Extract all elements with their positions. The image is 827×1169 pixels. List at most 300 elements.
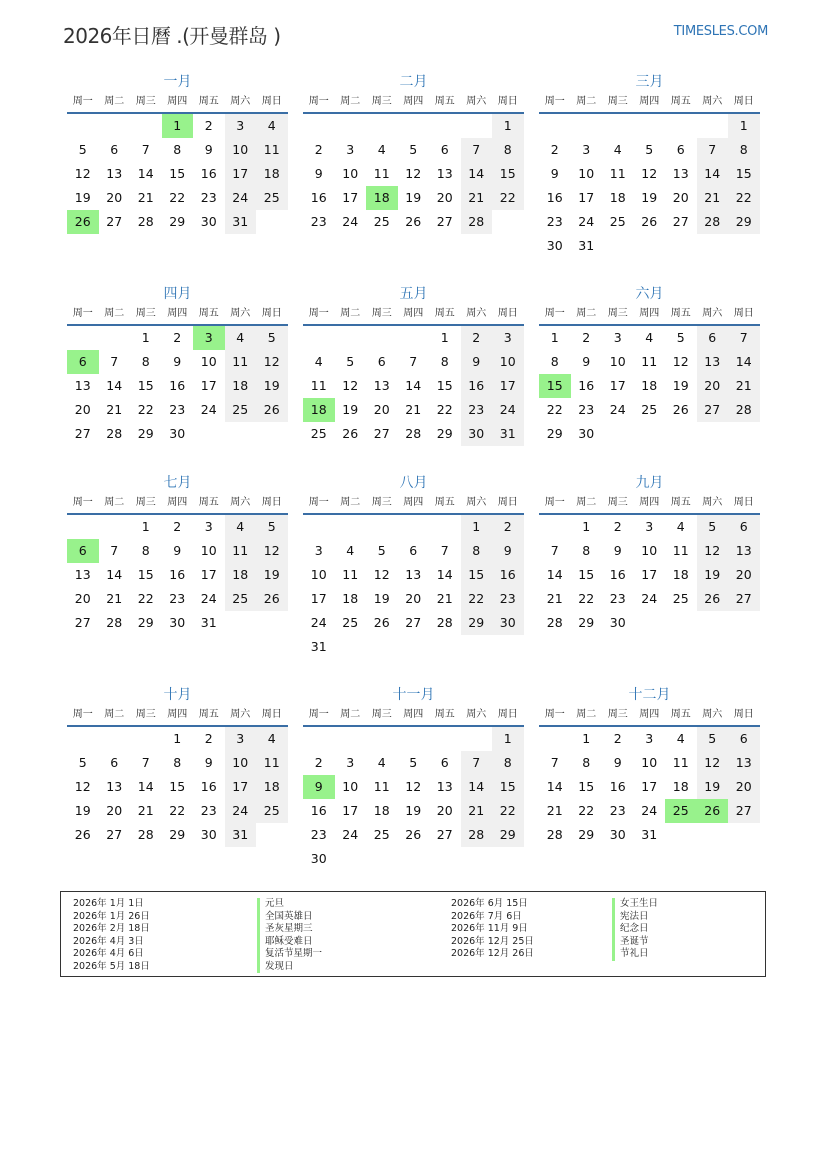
day-cell: 2 — [613, 519, 622, 534]
day-cell: 20 — [436, 803, 453, 818]
holiday-name: 节礼日 — [612, 948, 658, 961]
weekday-label: 周六 — [466, 709, 487, 720]
day-cell: 6 — [697, 326, 729, 350]
day-cell: 27 — [373, 426, 390, 441]
day-cell: 8 — [461, 539, 493, 563]
weekday-label: 周一 — [544, 497, 565, 508]
day-cell: 10 — [342, 779, 359, 794]
day-cell: 29 — [137, 615, 154, 630]
week-row — [539, 186, 760, 210]
empty-cell — [335, 326, 367, 350]
week-row — [67, 422, 288, 446]
day-cell: 19 — [256, 563, 288, 587]
weekday-label: 周六 — [466, 308, 487, 319]
weekday-label: 周一 — [72, 709, 93, 720]
day-grid — [67, 727, 288, 847]
day-cell: 13 — [106, 779, 123, 794]
day-cell: 19 — [74, 190, 91, 205]
day-cell: 9 — [492, 539, 524, 563]
day-cell: 22 — [728, 186, 760, 210]
day-cell: 17 — [342, 190, 359, 205]
weekday-label: 周三 — [371, 96, 392, 107]
week-row — [67, 563, 288, 587]
day-cell: 7 — [550, 543, 559, 558]
day-cell: 30 — [609, 615, 626, 630]
day-cell: 31 — [310, 639, 327, 654]
weekday-header — [539, 493, 760, 515]
day-cell: 17 — [310, 591, 327, 606]
day-cell: 1 — [492, 727, 524, 751]
day-cell: 22 — [492, 186, 524, 210]
day-cell: 18 — [256, 162, 288, 186]
month-block — [67, 284, 288, 446]
week-row — [539, 611, 760, 635]
weekday-header — [539, 705, 760, 727]
empty-cell — [571, 114, 603, 138]
week-row — [67, 326, 288, 350]
weekday-header — [67, 304, 288, 326]
day-cell: 17 — [641, 779, 658, 794]
day-cell: 23 — [310, 827, 327, 842]
weekday-label: 周六 — [702, 497, 723, 508]
day-cell: 5 — [676, 330, 685, 345]
day-cell: 27 — [728, 587, 760, 611]
weekday-label: 周五 — [434, 709, 455, 720]
day-cell: 21 — [728, 374, 760, 398]
day-cell: 4 — [377, 142, 386, 157]
day-cell: 1 — [461, 515, 493, 539]
day-cell: 18 — [225, 563, 257, 587]
empty-cell — [130, 114, 162, 138]
day-cell: 28 — [106, 615, 123, 630]
day-grid — [539, 114, 760, 258]
day-cell: 14 — [461, 775, 493, 799]
weekday-label: 周一 — [544, 709, 565, 720]
day-cell: 7 — [461, 751, 493, 775]
day-cell: 12 — [405, 166, 422, 181]
day-cell: 20 — [74, 591, 91, 606]
day-cell: 21 — [697, 186, 729, 210]
weekday-header — [303, 705, 524, 727]
day-cell: 23 — [492, 587, 524, 611]
holiday-legend — [60, 891, 766, 977]
empty-cell — [335, 635, 367, 659]
day-cell: 15 — [539, 374, 571, 398]
holiday-name: 耶稣受难日 — [257, 936, 322, 949]
empty-cell — [335, 515, 367, 539]
empty-cell — [697, 114, 729, 138]
weekday-label: 周五 — [434, 308, 455, 319]
day-cell: 7 — [440, 543, 449, 558]
week-row — [67, 823, 288, 847]
weekday-label: 周二 — [576, 497, 597, 508]
weekday-label: 周日 — [261, 308, 282, 319]
week-row — [303, 611, 524, 635]
day-cell: 15 — [436, 378, 453, 393]
weekday-header — [303, 304, 524, 326]
day-cell: 18 — [609, 190, 626, 205]
weekday-label: 周六 — [230, 709, 251, 720]
day-cell: 4 — [225, 515, 257, 539]
week-row — [539, 138, 760, 162]
day-cell: 3 — [314, 543, 323, 558]
weekday-label: 周一 — [308, 96, 329, 107]
week-row — [67, 751, 288, 775]
empty-cell — [303, 114, 335, 138]
day-cell: 4 — [314, 354, 323, 369]
day-cell: 13 — [436, 166, 453, 181]
day-cell: 5 — [697, 727, 729, 751]
week-row — [303, 186, 524, 210]
day-cell: 18 — [373, 803, 390, 818]
weekday-label: 周三 — [135, 96, 156, 107]
holiday-dates-col-1 — [73, 898, 150, 973]
day-cell: 22 — [492, 799, 524, 823]
empty-cell — [602, 234, 634, 258]
empty-cell — [256, 210, 288, 234]
holiday-name: 复活节星期一 — [257, 948, 322, 961]
day-grid — [303, 515, 524, 659]
month-name: 十二月 — [628, 687, 671, 703]
day-cell: 12 — [373, 567, 390, 582]
day-grid — [303, 326, 524, 446]
empty-cell — [366, 326, 398, 350]
day-cell: 4 — [346, 543, 355, 558]
day-cell: 26 — [697, 799, 729, 823]
day-cell: 12 — [256, 539, 288, 563]
month-name: 一月 — [163, 74, 192, 90]
weekday-label: 周三 — [607, 308, 628, 319]
day-cell: 18 — [225, 374, 257, 398]
empty-cell — [99, 515, 131, 539]
day-cell: 7 — [550, 755, 559, 770]
day-cell: 30 — [310, 851, 327, 866]
day-cell: 6 — [110, 142, 119, 157]
day-cell: 8 — [141, 543, 150, 558]
empty-cell — [366, 727, 398, 751]
day-cell: 6 — [67, 350, 99, 374]
day-cell: 21 — [137, 190, 154, 205]
week-row — [303, 350, 524, 374]
empty-cell — [461, 727, 493, 751]
day-cell: 18 — [672, 779, 689, 794]
empty-cell — [634, 114, 666, 138]
month-name: 十月 — [163, 687, 192, 703]
week-row — [303, 210, 524, 234]
day-cell: 19 — [342, 402, 359, 417]
day-cell: 6 — [377, 354, 386, 369]
day-cell: 14 — [137, 166, 154, 181]
day-cell: 25 — [310, 426, 327, 441]
weekday-label: 周一 — [72, 497, 93, 508]
day-cell: 11 — [342, 567, 359, 582]
day-cell: 29 — [578, 615, 595, 630]
month-block — [539, 685, 760, 847]
weekday-label: 周三 — [607, 709, 628, 720]
day-cell: 1 — [173, 731, 182, 746]
day-cell: 30 — [169, 426, 186, 441]
day-cell: 28 — [461, 823, 493, 847]
day-cell: 5 — [78, 142, 87, 157]
empty-cell — [366, 635, 398, 659]
weekday-label: 周一 — [308, 308, 329, 319]
day-cell: 9 — [613, 543, 622, 558]
day-cell: 27 — [405, 615, 422, 630]
empty-cell — [303, 326, 335, 350]
holiday-date: 2026年 6月 15日 — [451, 898, 528, 909]
day-cell: 15 — [169, 166, 186, 181]
week-row — [67, 114, 288, 138]
day-cell: 9 — [204, 142, 213, 157]
weekday-label: 周六 — [702, 709, 723, 720]
day-cell: 13 — [728, 539, 760, 563]
month-name: 五月 — [399, 286, 428, 302]
day-cell: 26 — [672, 402, 689, 417]
day-cell: 6 — [728, 515, 760, 539]
day-cell: 25 — [609, 214, 626, 229]
weekday-label: 周三 — [607, 497, 628, 508]
day-cell: 14 — [106, 378, 123, 393]
holiday-name: 纪念日 — [612, 923, 658, 936]
empty-cell — [429, 847, 461, 871]
day-cell: 7 — [697, 138, 729, 162]
week-row — [303, 138, 524, 162]
day-cell: 10 — [578, 166, 595, 181]
day-cell: 28 — [436, 615, 453, 630]
weekday-label: 周三 — [371, 709, 392, 720]
day-cell: 10 — [492, 350, 524, 374]
day-cell: 13 — [106, 166, 123, 181]
day-grid — [303, 114, 524, 234]
day-cell: 15 — [492, 162, 524, 186]
empty-cell — [602, 114, 634, 138]
week-row — [539, 234, 760, 258]
day-cell: 13 — [74, 567, 91, 582]
empty-cell — [256, 422, 288, 446]
day-cell: 17 — [578, 190, 595, 205]
month-name: 三月 — [635, 74, 664, 90]
weekday-label: 周五 — [670, 308, 691, 319]
day-grid — [67, 114, 288, 234]
day-cell: 19 — [641, 190, 658, 205]
day-cell: 15 — [169, 779, 186, 794]
day-cell: 26 — [256, 587, 288, 611]
weekday-label: 周四 — [639, 308, 660, 319]
holiday-names-col-1 — [257, 898, 322, 973]
day-cell: 8 — [582, 755, 591, 770]
day-cell: 14 — [697, 162, 729, 186]
day-cell: 11 — [310, 378, 327, 393]
weekday-label: 周二 — [104, 96, 125, 107]
day-cell: 27 — [436, 214, 453, 229]
day-cell: 23 — [200, 190, 217, 205]
day-cell: 11 — [225, 539, 257, 563]
weekday-label: 周三 — [607, 96, 628, 107]
day-cell: 2 — [314, 755, 323, 770]
week-row — [539, 210, 760, 234]
week-row — [303, 398, 524, 422]
weekday-label: 周四 — [639, 96, 660, 107]
day-cell: 18 — [641, 378, 658, 393]
day-cell: 10 — [342, 166, 359, 181]
weekday-label: 周六 — [230, 497, 251, 508]
empty-cell — [539, 515, 571, 539]
holiday-dates-col-2 — [451, 898, 534, 961]
day-cell: 6 — [110, 755, 119, 770]
weekday-label: 周五 — [198, 497, 219, 508]
day-cell: 28 — [697, 210, 729, 234]
empty-cell — [67, 114, 99, 138]
day-cell: 16 — [200, 779, 217, 794]
day-cell: 25 — [342, 615, 359, 630]
day-cell: 28 — [405, 426, 422, 441]
day-cell: 13 — [373, 378, 390, 393]
day-cell: 29 — [492, 823, 524, 847]
holiday-date: 2026年 7月 6日 — [451, 910, 522, 922]
day-cell: 17 — [200, 378, 217, 393]
day-cell: 12 — [672, 354, 689, 369]
empty-cell — [728, 422, 760, 446]
month-name: 八月 — [399, 475, 428, 491]
day-cell: 11 — [256, 751, 288, 775]
empty-cell — [539, 727, 571, 751]
day-cell: 3 — [193, 326, 225, 350]
empty-cell — [99, 326, 131, 350]
empty-cell — [697, 611, 729, 635]
day-cell: 9 — [550, 166, 559, 181]
weekday-label: 周六 — [230, 308, 251, 319]
day-cell: 4 — [256, 727, 288, 751]
day-cell: 26 — [405, 827, 422, 842]
weekday-label: 周日 — [733, 497, 754, 508]
week-row — [539, 374, 760, 398]
weekday-label: 周六 — [702, 96, 723, 107]
day-cell: 27 — [697, 398, 729, 422]
day-cell: 10 — [225, 751, 257, 775]
day-cell: 23 — [169, 402, 186, 417]
week-row — [67, 775, 288, 799]
empty-cell — [665, 422, 697, 446]
weekday-label: 周六 — [702, 308, 723, 319]
day-cell: 30 — [492, 611, 524, 635]
day-cell: 29 — [546, 426, 563, 441]
weekday-label: 周二 — [340, 96, 361, 107]
day-cell: 22 — [169, 190, 186, 205]
day-cell: 22 — [461, 587, 493, 611]
empty-cell — [634, 611, 666, 635]
empty-cell — [256, 611, 288, 635]
month-block — [539, 473, 760, 635]
weekday-label: 周日 — [733, 709, 754, 720]
week-row — [67, 210, 288, 234]
day-cell: 15 — [578, 567, 595, 582]
day-cell: 30 — [609, 827, 626, 842]
day-cell: 31 — [225, 210, 257, 234]
day-cell: 1 — [141, 330, 150, 345]
day-cell: 19 — [405, 803, 422, 818]
day-cell: 9 — [613, 755, 622, 770]
day-cell: 12 — [697, 539, 729, 563]
day-cell: 6 — [440, 142, 449, 157]
day-cell: 31 — [641, 827, 658, 842]
month-block — [67, 473, 288, 635]
weekday-label: 周三 — [371, 497, 392, 508]
day-cell: 20 — [728, 775, 760, 799]
day-cell: 9 — [204, 755, 213, 770]
day-cell: 27 — [106, 827, 123, 842]
day-cell: 1 — [582, 731, 591, 746]
day-cell: 20 — [697, 374, 729, 398]
day-cell: 5 — [256, 515, 288, 539]
day-cell: 28 — [461, 210, 493, 234]
day-cell: 27 — [672, 214, 689, 229]
day-cell: 20 — [728, 563, 760, 587]
empty-cell — [225, 611, 257, 635]
day-cell: 19 — [373, 591, 390, 606]
holiday-date: 2026年 12月 25日 — [451, 935, 534, 947]
day-cell: 26 — [697, 587, 729, 611]
day-cell: 2 — [582, 330, 591, 345]
week-row — [539, 162, 760, 186]
day-cell: 2 — [613, 731, 622, 746]
day-cell: 17 — [609, 378, 626, 393]
empty-cell — [130, 727, 162, 751]
empty-cell — [429, 515, 461, 539]
day-cell: 30 — [200, 214, 217, 229]
day-cell: 16 — [609, 779, 626, 794]
week-row — [539, 727, 760, 751]
month-block — [303, 72, 524, 234]
weekday-label: 周日 — [733, 96, 754, 107]
holiday-date: 2026年 5月 18日 — [73, 960, 150, 972]
weekday-header — [303, 92, 524, 114]
weekday-label: 周一 — [72, 96, 93, 107]
day-cell: 3 — [204, 519, 213, 534]
day-grid — [303, 727, 524, 871]
empty-cell — [99, 114, 131, 138]
holiday-date: 2026年 11月 9日 — [451, 923, 528, 934]
day-cell: 20 — [106, 803, 123, 818]
weekday-label: 周一 — [308, 497, 329, 508]
day-cell: 17 — [641, 567, 658, 582]
day-cell: 25 — [256, 799, 288, 823]
day-cell: 1 — [728, 114, 760, 138]
day-cell: 24 — [200, 591, 217, 606]
empty-cell — [67, 326, 99, 350]
day-cell: 16 — [310, 803, 327, 818]
empty-cell — [602, 422, 634, 446]
day-cell: 20 — [74, 402, 91, 417]
day-cell: 6 — [67, 539, 99, 563]
month-name: 四月 — [163, 286, 192, 302]
day-cell: 6 — [409, 543, 418, 558]
empty-cell — [335, 727, 367, 751]
day-cell: 14 — [546, 779, 563, 794]
day-cell: 13 — [728, 751, 760, 775]
holiday-name: 女王生日 — [612, 898, 658, 911]
day-cell: 28 — [546, 827, 563, 842]
week-row — [303, 515, 524, 539]
week-row — [539, 799, 760, 823]
day-cell: 25 — [641, 402, 658, 417]
day-cell: 11 — [672, 543, 689, 558]
day-cell: 6 — [676, 142, 685, 157]
site-link[interactable]: TIMESLES.COM — [673, 24, 768, 39]
day-cell: 28 — [137, 214, 154, 229]
weekday-label: 周一 — [308, 709, 329, 720]
day-cell: 10 — [225, 138, 257, 162]
weekday-label: 周五 — [670, 96, 691, 107]
